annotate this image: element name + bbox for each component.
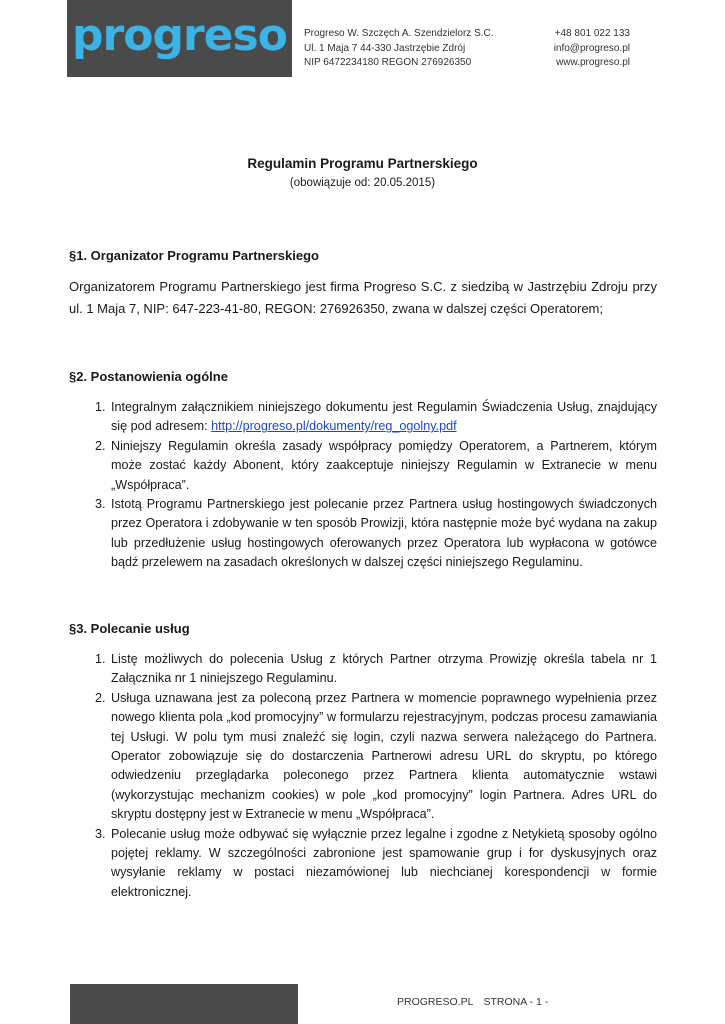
company-name: Progreso W. Szczęch A. Szendzielorz S.C. bbox=[304, 28, 494, 39]
list-item: 2. Niniejszy Regulamin określa zasady współpracy pomiędzy Operatorem, a Partnerem, którym może zostać każdy Abonent, który zaakceptuje niniejszy Regulamin w Extranecie w menu „Współpraca”. bbox=[109, 437, 657, 495]
contact-email[interactable]: info@progreso.pl bbox=[553, 42, 630, 54]
list-item: 1. Listę możliwych do polecenia Usług z których Partner otrzyma Prowizję określa tabela nr 1 Załącznika nr 1 niniejszego Regulaminu. bbox=[109, 650, 657, 689]
regulations-link[interactable]: http://progreso.pl/dokumenty/reg_ogolny.pdf bbox=[211, 419, 457, 434]
section-1-heading: §1. Organizator Programu Partnerskiego bbox=[69, 248, 319, 263]
section-3-heading: §3. Polecanie usług bbox=[69, 621, 190, 636]
progreso-logo: progreso bbox=[72, 9, 287, 61]
list-item bbox=[109, 398, 657, 437]
list-item: 2. Usługa uznawana jest za poleconą przez Partnera w momencie poprawnego wypełnienia przez nowego klienta pola „kod promocyjny” w formularzu rejestracyjnym, podczas procesu zamawiania tej Usługi. W polu tym musi znaleźć się login, czyli nazwa serwera należącego do Partnera. Operator zobowiązuje się do dostarczenia Partnerowi adresu URL do skryptu, po którego odwiedzeniu przeglądarka poleconego przez Partnera klienta automatycznie wstawi (wykorzystując mechanizm cookies) w pole „kod promocyjny” login Partnera. Adres URL do skryptu dostępny jest w Extranecie w menu „Współpraca”. bbox=[109, 689, 657, 825]
section-3-list bbox=[69, 650, 657, 902]
section-1-text: Organizatorem Programu Partnerskiego jest firma Progreso S.C. z siedzibą w Jastrzębiu Zdroju przy ul. 1 Maja 7, NIP: 647-223-41-80, REGON: 276926350, zwana w dalszej części Operatorem; bbox=[69, 279, 657, 316]
page-number: STRONA - 1 - bbox=[483, 996, 549, 1008]
contact-info bbox=[530, 27, 630, 71]
section-2-heading: §2. Postanowienia ogólne bbox=[69, 369, 228, 384]
footer-site: PROGRESO.PL bbox=[397, 996, 474, 1008]
footer bbox=[397, 996, 548, 1008]
section-2-list bbox=[69, 398, 657, 573]
document-subtitle: (obowiązuje od: 20.05.2015) bbox=[289, 177, 436, 189]
company-info bbox=[304, 27, 519, 71]
company-address: Ul. 1 Maja 7 44-330 Jastrzębie Zdrój bbox=[304, 42, 466, 54]
logo-banner bbox=[67, 0, 292, 77]
company-nip-regon: NIP 6472234180 REGON 276926350 bbox=[304, 57, 472, 68]
document-title: Regulamin Programu Partnerskiego bbox=[247, 156, 478, 171]
list-item: 3. Polecanie usług może odbywać się wyłącznie przez legalne i zgodne z Netykietą sposoby ogólno pojętej reklamy. W szczególności zabronione jest spamowanie grup i for dyskusyjnych oraz wysyłanie reklamy w postaci niezamówionej lub niechcianej korespondencji w formie elektronicznej. bbox=[109, 825, 657, 903]
list-item-text: Integralnym załącznikiem niniejszego dokumentu jest Regulamin Świadczenia Usług, znajdujący się pod adresem: bbox=[111, 400, 657, 434]
list-item: 3. Istotą Programu Partnerskiego jest polecanie przez Partnera usług hostingowych świadczonych przez Operatora i zdobywanie w ten sposób Prowizji, która następnie może być wydana na zakup lub przedłużenie usług hostingowych oferowanych przez Operatora lub wypłacona w gotówce bądź przelewem na zasadach określonych w dalszej części niniejszego Regulaminu. bbox=[109, 495, 657, 573]
contact-website[interactable]: www.progreso.pl bbox=[556, 57, 630, 68]
contact-phone: +48 801 022 133 bbox=[554, 28, 630, 39]
footer-bar bbox=[70, 984, 298, 1024]
